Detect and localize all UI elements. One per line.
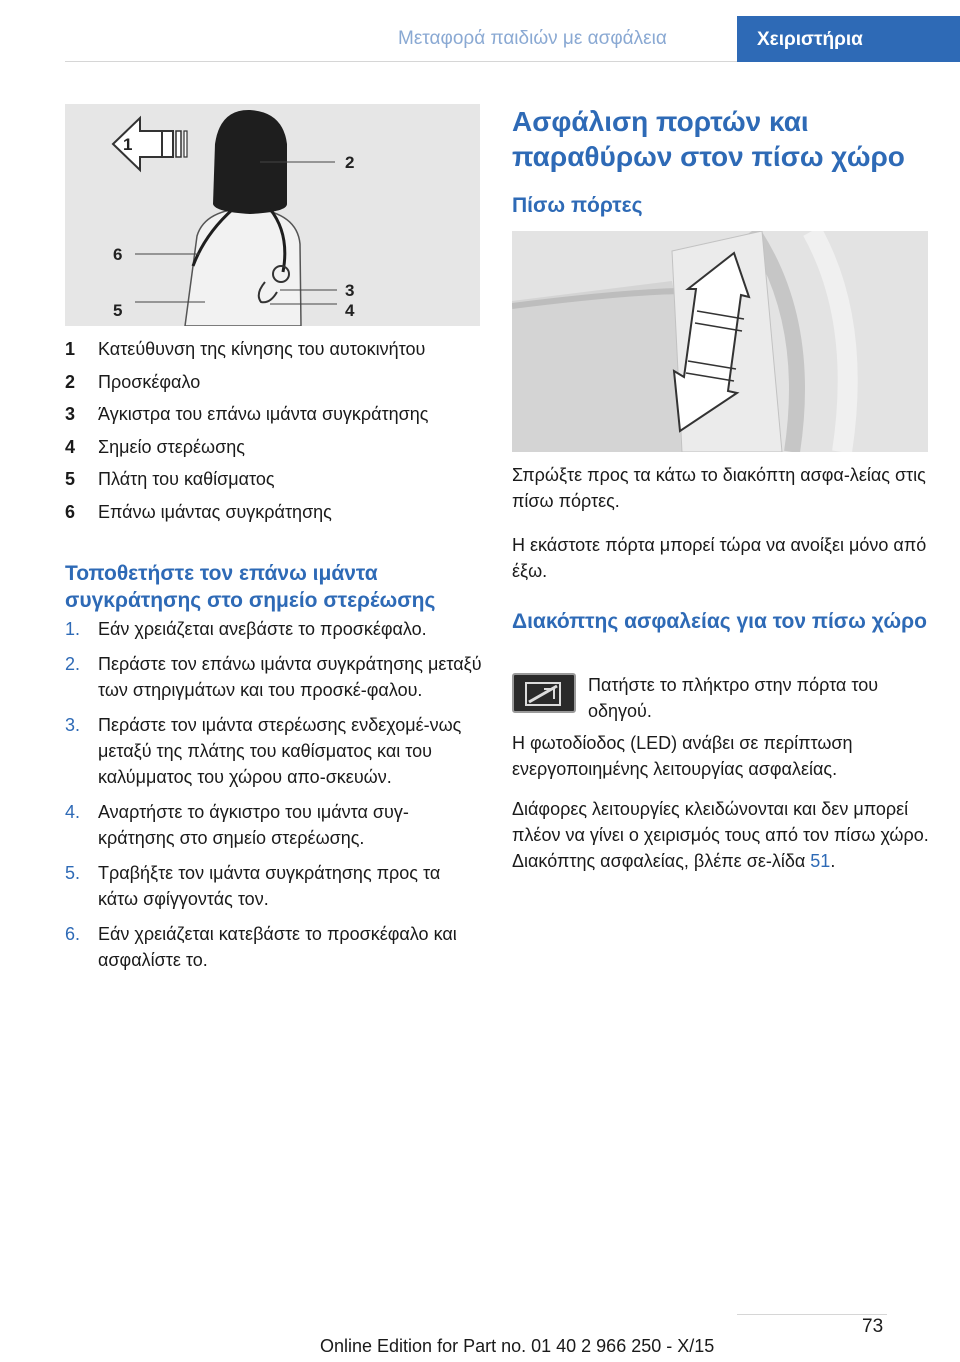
step-number: 5. xyxy=(65,863,81,883)
legend-number: 4 xyxy=(65,436,76,457)
safety-switch-text-1: Πατήστε το πλήκτρο στην πόρτα του οδηγού. xyxy=(588,675,879,721)
step-text: Εάν χρειάζεται κατεβάστε το προσκέφαλο και ασφαλίστε το. xyxy=(98,924,457,970)
rear-doors-heading: Πίσω πόρτες xyxy=(512,194,643,217)
window-lock-button-icon xyxy=(512,673,576,713)
step-item xyxy=(65,921,485,973)
step-item xyxy=(65,799,485,851)
headrest-tether-figure xyxy=(65,104,480,326)
callout-4: 4 xyxy=(345,301,355,320)
step-number: 3. xyxy=(65,715,81,735)
callout-6: 6 xyxy=(113,245,123,264)
edition-footer: Online Edition for Part no. 01 40 2 966 250 - X/15 xyxy=(320,1336,715,1356)
callout-2: 2 xyxy=(345,153,355,172)
callout-3: 3 xyxy=(345,281,355,300)
step-text: Αναρτήστε το άγκιστρο του ιμάντα συγ-κράτησης στο σημείο στερέωσης. xyxy=(98,802,409,848)
legend-item xyxy=(65,372,485,405)
chapter-tab[interactable]: Χειριστήρια xyxy=(737,16,960,62)
tether-steps-list xyxy=(65,616,485,982)
legend-number: 1 xyxy=(65,339,76,359)
legend-text: Κατεύθυνση της κίνησης του αυτοκινήτου xyxy=(98,339,426,359)
running-header-section: Μεταφορά παιδιών με ασφάλεια xyxy=(398,28,667,49)
step-number: 6. xyxy=(65,924,81,944)
legend-number: 3 xyxy=(65,404,76,424)
step-text: Περάστε τον ιμάντα στερέωσης ενδεχομέ-νως μεταξύ της πλάτης του καθίσματος και του καλύμματος του χώρου απο-σκευών. xyxy=(98,715,462,787)
legend-item xyxy=(65,404,485,437)
page-number: 73 xyxy=(862,1316,884,1337)
step-number: 1. xyxy=(65,619,81,639)
child-lock-title: Ασφάλιση πορτών και παραθύρων στον πίσω χώρο xyxy=(512,106,905,172)
header-rule xyxy=(65,61,737,62)
legend-item xyxy=(65,502,485,535)
legend-item xyxy=(65,437,485,470)
step-item xyxy=(65,860,485,912)
page-51-link[interactable]: 51 xyxy=(810,851,831,871)
safety-switch-heading: Διακόπτης ασφαλείας για τον πίσω χώρο xyxy=(512,610,927,633)
legend-text: Άγκιστρα του επάνω ιμάντα συγκράτησης xyxy=(98,404,429,424)
step-item xyxy=(65,651,485,703)
figure-legend xyxy=(65,339,485,534)
step-text: Εάν χρειάζεται ανεβάστε το προσκέφαλο. xyxy=(98,619,427,639)
callout-5: 5 xyxy=(113,301,123,320)
step-number: 4. xyxy=(65,802,81,822)
rear-doors-text-2: Η εκάστοτε πόρτα μπορεί τώρα να ανοίξει μόνο από έξω. xyxy=(512,535,927,581)
sentence-end: . xyxy=(830,851,836,871)
safety-switch-text-2: Η φωτοδίοδος (LED) ανάβει σε περίπτωση ενεργοποιημένης λειτουργίας ασφαλείας. xyxy=(512,733,853,779)
legend-text: Σημείο στερέωσης xyxy=(98,436,245,457)
legend-item xyxy=(65,469,485,502)
safety-switch-text-3-body: Διάφορες λειτουργίες κλειδώνονται και δεν μπορεί πλέον να γίνει ο χειρισμός τους από τον πίσω χώρο. Διακόπτης ασφαλείας, βλέπε σε-λίδα xyxy=(512,799,929,871)
footer-rule xyxy=(737,1314,887,1315)
step-item xyxy=(65,712,485,790)
step-text: Τραβήξτε τον ιμάντα συγκράτησης προς τα κάτω σφίγγοντάς τον. xyxy=(98,863,441,909)
safety-switch-text-3 xyxy=(512,796,932,874)
rear-doors-text-1: Σπρώξτε προς τα κάτω το διακόπτη ασφα-λείας στις πίσω πόρτες. xyxy=(512,465,926,511)
legend-number: 5 xyxy=(65,469,76,489)
step-text: Περάστε τον επάνω ιμάντα συγκράτησης μεταξύ των στηριγμάτων και του προσκέ-φαλου. xyxy=(98,654,482,700)
legend-number: 6 xyxy=(65,501,76,522)
legend-text: Πλάτη του καθίσματος xyxy=(98,469,275,489)
legend-item xyxy=(65,339,485,372)
legend-number: 2 xyxy=(65,371,76,392)
callout-1: 1 xyxy=(123,135,133,154)
legend-text: Επάνω ιμάντας συγκράτησης xyxy=(98,501,332,522)
legend-text: Προσκέφαλο xyxy=(98,371,201,392)
step-item xyxy=(65,616,485,642)
step-number: 2. xyxy=(65,654,81,674)
rear-door-lock-figure xyxy=(512,231,928,452)
tether-section-heading: Τοποθετήστε τον επάνω ιμάντα συγκράτησης στο σημείο στερέωσης xyxy=(65,562,436,612)
